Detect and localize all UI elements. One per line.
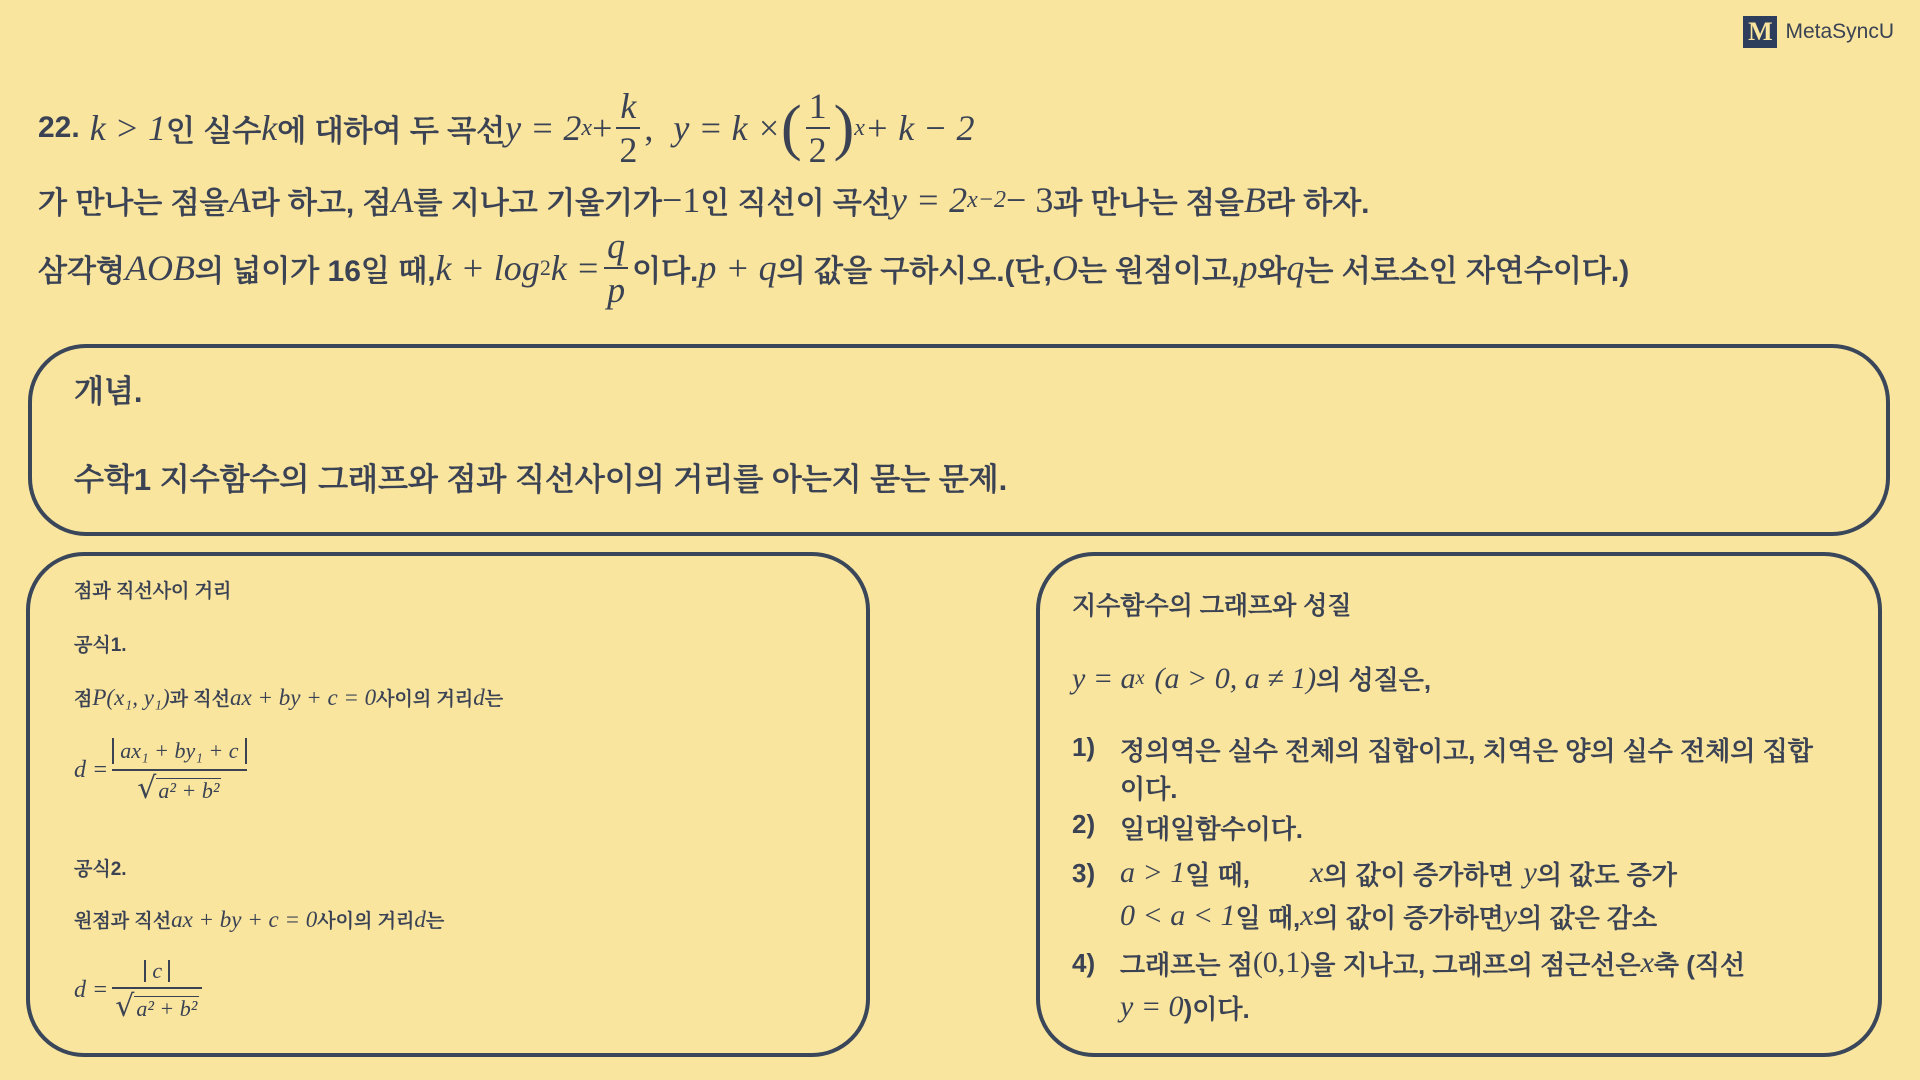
brand-logo (1743, 16, 1894, 48)
item-text: 일 때, (1235, 902, 1301, 933)
formula2-description (74, 906, 444, 933)
math-triangle: AOB (124, 248, 195, 288)
distance-formula-box (26, 552, 870, 1057)
math-line-equation: ax + by + c = 0 (229, 684, 377, 710)
item-text: 정의역은 실수 전체의 집합이고, 치역은 양의 실수 전체의 집합 (1120, 736, 1813, 766)
math-log-expression: k + log (435, 248, 540, 288)
math-curve-2: y = k × (673, 108, 781, 148)
item-text: 의 값이 증가하면 (1323, 859, 1514, 890)
fraction-denominator: p (607, 270, 626, 310)
problem-text: 가 만나는 점을 (38, 187, 229, 220)
formula2-label: 공식2. (74, 859, 127, 880)
sqrt-radicand: a² + b² (136, 996, 198, 1022)
math-d: d (473, 684, 485, 710)
fraction-denominator: 2 (619, 130, 638, 170)
math-exponent: x−2 (967, 186, 1007, 213)
math-origin: O (1051, 248, 1078, 288)
problem-text: 라 하고, 점 (250, 187, 392, 220)
math-exponential-function: y = a (1072, 661, 1136, 695)
paren-close: ) (833, 94, 855, 162)
sqrt-radicand: a² + b² (158, 778, 220, 804)
formula-text: 사이의 거리 (317, 911, 415, 932)
definition-text: 의 성질은, (1316, 665, 1432, 695)
problem-line-3 (38, 228, 1629, 308)
problem-text: 과 만나는 점을 (1053, 187, 1244, 220)
fraction-k-over-2 (616, 88, 640, 168)
math-point-b: B (1243, 180, 1266, 220)
item-text: 축 (직선 (1653, 949, 1746, 980)
math-line-equation: ax + by + c = 0 (171, 906, 318, 932)
problem-text: 삼각형 (38, 255, 125, 288)
item-text: 을 지나고, 그래프의 점근선은 (1310, 949, 1641, 980)
item-text: 일 때, (1185, 859, 1250, 890)
math-exponent: x (854, 114, 865, 141)
math-curve-1: y = 2 (505, 108, 582, 148)
formula1-label: 공식1. (74, 635, 127, 656)
math-curve-3-tail: − 3 (1006, 180, 1054, 220)
math-slope: −1 (662, 180, 701, 220)
math-point-a: A (228, 180, 251, 220)
math-condition: a > 1 (1120, 856, 1186, 889)
property-item-3 (1072, 852, 1677, 938)
problem-number: 22. (38, 111, 80, 144)
math-x: x (1640, 946, 1654, 979)
formula1-description (74, 684, 503, 711)
problem-text: 의 넓이가 16일 때, (194, 255, 436, 288)
math-p-plus-q: p + q (698, 248, 777, 288)
math-x: x (1309, 856, 1324, 889)
item-text: 의 값이 증가하면 (1313, 902, 1504, 933)
math-point-p: P(x₁, y₁) (92, 684, 170, 710)
math-condition: k > 1 (89, 108, 166, 148)
brand-logo-icon: M (1743, 16, 1777, 48)
item-text: 의 값은 감소 (1517, 902, 1658, 933)
fraction-denominator: 2 (808, 130, 827, 170)
exponential-title: 지수함수의 그래프와 성질 (1072, 592, 1352, 620)
property-item-1 (1072, 732, 1813, 808)
problem-text: 는 원점이고, (1077, 255, 1240, 288)
math-curve-3: y = 2 (890, 180, 968, 220)
item-text: 그래프는 점 (1120, 949, 1253, 980)
formula-denominator: √ a² + b² (137, 770, 220, 806)
item-number: 1) (1072, 732, 1096, 762)
property-item-2 (1072, 809, 1303, 846)
math-d: d (414, 906, 426, 932)
math-x: x (1300, 899, 1314, 932)
math-asymptote: y = 0 (1120, 990, 1184, 1023)
concept-title: 개념. (74, 374, 143, 409)
distance-title: 점과 직선사이 거리 (74, 581, 232, 602)
formula-text: 점 (74, 689, 93, 710)
paren-open: ( (780, 94, 802, 162)
math-y: y (1523, 856, 1537, 889)
math-plus: + (592, 108, 613, 148)
formula-lhs: d = (74, 977, 109, 1004)
formula-text: 는 (425, 911, 445, 932)
math-exponent: x (581, 114, 593, 141)
fraction-one-half (806, 88, 830, 168)
problem-line-1 (38, 78, 974, 178)
property-item-4 (1072, 942, 1745, 1030)
problem-text: 인 실수 (166, 115, 262, 148)
formula-text: 원점과 직선 (74, 911, 172, 932)
problem-text: 인 직선이 곡선 (700, 187, 891, 220)
problem-text: 의 값을 구하시오.(단, (776, 255, 1052, 288)
math-y: y (1503, 899, 1518, 932)
problem-text: 는 서로소인 자연수이다.) (1304, 255, 1630, 288)
problem-text: 이다. (632, 255, 699, 288)
problem-line-2 (38, 178, 1370, 222)
formula-text: 과 직선 (169, 689, 230, 710)
math-q: q (1286, 248, 1305, 288)
item-text: )이다. (1183, 993, 1250, 1024)
exponential-properties-box (1036, 552, 1882, 1057)
exponential-definition (1072, 660, 1431, 697)
item-text: 일대일함수이다. (1120, 814, 1304, 844)
problem-text: 를 지나고 기울기가 (413, 187, 663, 220)
item-number: 3) (1072, 858, 1096, 888)
math-point-a: A (391, 180, 414, 220)
brand-name: MetaSyncU (1785, 20, 1894, 43)
formula1 (74, 738, 251, 804)
formula2-fraction (112, 960, 202, 1022)
math-log-base: 2 (539, 255, 551, 280)
math-condition: 0 < a < 1 (1120, 899, 1236, 932)
concept-box (28, 344, 1890, 536)
item-text: 이다. (1120, 774, 1178, 804)
math-condition: (a > 0, a ≠ 1) (1154, 661, 1317, 695)
concept-description: 수학1 지수함수의 그래프와 점과 직선사이의 거리를 아는지 묻는 문제. (74, 462, 1008, 497)
item-number: 4) (1072, 948, 1096, 978)
math-log-expression-tail: k = (550, 248, 601, 288)
fraction-q-over-p (604, 228, 628, 308)
math-comma: , (644, 108, 654, 148)
formula-text: 는 (484, 689, 504, 710)
problem-text: 와 (1257, 255, 1287, 288)
problem-text: 라 하자. (1265, 187, 1370, 220)
math-p: p (1239, 248, 1258, 288)
formula2 (74, 960, 206, 1022)
formula-lhs: d = (74, 757, 109, 784)
fraction-numerator: k (620, 86, 637, 126)
math-curve-2-tail: + k − 2 (864, 108, 975, 148)
formula-numerator: ax₁ + by₁ + c (112, 738, 246, 764)
formula-numerator: c (144, 960, 170, 982)
item-text: 의 값도 증가 (1536, 859, 1677, 890)
fraction-numerator: q (607, 226, 626, 266)
problem-text: 에 대하여 두 곡선 (277, 115, 506, 148)
item-number: 2) (1072, 809, 1096, 839)
formula-denominator: √ a² + b² (115, 988, 198, 1024)
formula1-fraction (112, 738, 246, 804)
math-point: (0,1) (1252, 946, 1311, 979)
math-k: k (261, 108, 278, 148)
fraction-numerator: 1 (808, 86, 827, 126)
math-exponent: x (1135, 667, 1145, 689)
formula-text: 사이의 거리 (376, 689, 474, 710)
